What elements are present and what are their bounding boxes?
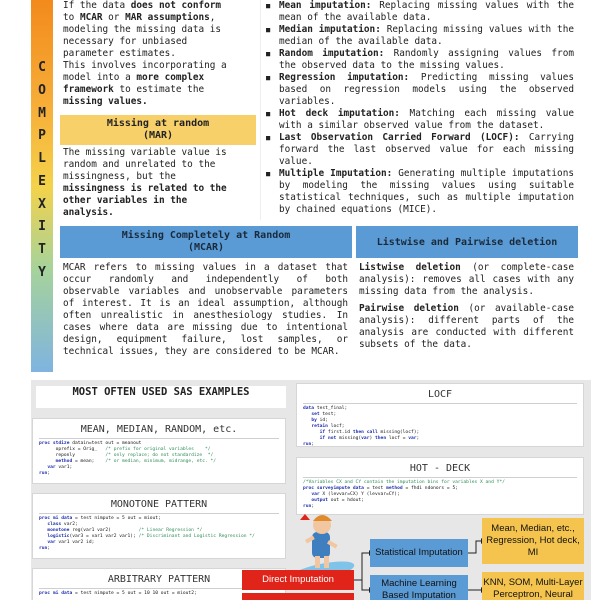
text-run: parameter estimates. [63, 48, 176, 59]
method-description: Carrying forward the last observed value for each missing value. [279, 132, 574, 167]
complexity-letter: C [38, 60, 46, 75]
text-run: This involves incorporating a [63, 60, 227, 71]
listwise-title: Listwise and Pairwise deletion [376, 236, 558, 248]
code-line: reponly /* only replace; do not standardize */ [39, 453, 214, 458]
method-description: Predicting missing values based on regression models using the observed variables. [279, 72, 574, 107]
complexity-letter: P [38, 128, 46, 144]
mean-median-title: MEAN, MEDIAN, RANDOM, etc. [39, 419, 279, 439]
code-line: if not missing(var) then locf = var; [319, 436, 420, 441]
code-line: /*Variables CX and CY contain the imputation bins for variables X and Y*/ [303, 480, 505, 485]
complexity-letter: X [38, 196, 46, 212]
complexity-letter: E [38, 173, 46, 189]
text-run: missingness, but the [63, 171, 176, 182]
complexity-letter: Y [38, 264, 46, 280]
code-line: var var1 var2 id; [47, 540, 95, 545]
text-run: to [63, 12, 80, 23]
code-line: run; [39, 471, 51, 476]
listwise-term: Listwise deletion [359, 262, 461, 273]
text-run: to estimate the [113, 84, 205, 95]
complexity-letter: O [38, 82, 46, 98]
code-line: run; [303, 504, 315, 509]
text-run: model into a [63, 72, 137, 83]
bold-term: MAR assumptions [125, 12, 210, 23]
complexity-letter: L [38, 151, 46, 167]
text-run: , [209, 12, 216, 23]
method-name: Regression imputation: [279, 72, 410, 83]
arbitrary-title: ARBITRARY PATTERN [39, 569, 279, 589]
code-line: var var1; [47, 465, 73, 470]
mcar-abbrev: (MCAR) [187, 242, 225, 253]
bold-term: MCAR [79, 12, 103, 23]
method-description: Replacing missing values with the median of the available data. [279, 24, 574, 47]
code-line: class var2; [47, 522, 78, 527]
hot-deck-title: HOT - DECK [303, 458, 577, 478]
code-line: var X (levvar=CX) Y (levvar=CY); [311, 492, 400, 497]
monotone-title: MONOTONE PATTERN [39, 494, 279, 514]
code-line: output out = hdout; [311, 498, 364, 503]
text-run: The missing variable value is [63, 147, 227, 158]
code-line: logistic(var3 = var1 var2 var1); /* Discriminant and Logistic Regression */ [47, 534, 255, 539]
method-description: Randomly assigning values from the observed data to the missing values. [279, 48, 574, 71]
direct-imputation-box-lower [242, 593, 354, 600]
code-line: proc mi data = test nimpute = 5 out = 10 10 out = miout2; [39, 591, 197, 596]
code-line: retain locf; [311, 424, 345, 429]
code-line: if first.id then call missing(locf); [319, 430, 420, 435]
bold-term: other variables in the [63, 195, 188, 206]
bold-term: analysis. [63, 207, 114, 218]
statistical-imputation-box: Statistical Imputation [370, 539, 468, 567]
text-run: or [102, 12, 126, 23]
bold-term: missing values. [63, 96, 148, 107]
code-line: data test_final; [303, 406, 348, 411]
code-line: oprefix = Orig_ /* prefix for original variables */ [39, 447, 211, 452]
method-name: Random imputation: [279, 48, 385, 59]
bold-term: framework [63, 84, 114, 95]
code-line: proc surveyimpute data = test method = fhdi ndonors = 5; [303, 486, 458, 491]
text-run: modeling the missing data is [63, 24, 222, 35]
complexity-letter: I [38, 219, 46, 235]
sas-section-title: MOST OFTEN USED SAS EXAMPLES [36, 386, 286, 408]
ml-examples-box: KNN, SOM, Multi-Layer Perceptron, Neural [482, 572, 584, 600]
statistical-examples-box: Mean, Median, etc., Regression, Hot deck, MI [482, 518, 584, 564]
listwise-definition: (or complete-case analysis): removes all cases with any missing data from the analysis. [359, 262, 574, 297]
method-description: Replacing missing values with the mean of the available data. [279, 0, 575, 23]
mar-abbrev: (MAR) [142, 130, 174, 141]
text-run: random and unrelated to the [63, 159, 216, 170]
method-name: Mean imputation: [279, 0, 372, 11]
direct-imputation-box: Direct Imputation [242, 570, 354, 590]
method-name: Multiple Imputation: [279, 168, 393, 179]
pairwise-term: Pairwise deletion [359, 303, 459, 314]
method-description: Generating multiple imputations by modeling the missing values using suitable statistical techniques, such as multiple imputation by chained equations (MICE). [279, 168, 574, 215]
code-line: set test; [311, 412, 337, 417]
text-run: necessary for unbiased [63, 36, 188, 47]
code-line: monotone reg(var1 var2) /* Linear Regression */ [47, 528, 203, 533]
complexity-letter: M [38, 105, 46, 121]
complexity-letter: T [38, 242, 46, 258]
bold-term: missingness is related to the [63, 183, 227, 194]
code-line: method = mean; /* or median, minimum, midrange, etc. */ [55, 459, 217, 464]
ml-imputation-box: Machine Learning Based Imputation [370, 575, 468, 600]
code-line: run; [39, 546, 51, 551]
code-line: proc stdize datain=test out = meanout [39, 441, 142, 446]
pairwise-definition: (or available-case analysis): different parts of the analysis are conducted with different subsets of the data. [359, 303, 574, 350]
method-description: Matching each missing value with a similar observed value from the dataset. [279, 108, 574, 131]
mcar-title: Missing Completely at Random [121, 230, 291, 241]
method-name: Last Observation Carried Forward (LOCF): [279, 132, 520, 143]
code-line: by id; [311, 418, 328, 423]
text-run: If the data [63, 0, 131, 11]
bold-term: does not conform [130, 0, 222, 11]
method-name: Hot deck imputation: [279, 108, 400, 119]
locf-title: LOCF [303, 384, 577, 404]
code-line: proc mi data = test nimpute = 5 out = miout; [39, 516, 161, 521]
method-name: Median imputation: [279, 24, 381, 35]
bold-term: more complex [136, 72, 205, 83]
mcar-description: MCAR refers to missing values in a dataset that occur randomly and independently of both observable variables and unobservable parameters of interest. It is an ideal assumption, although often unrealistic in anesthesiology studies. In cases where data are missing due to intentional design, equipment failure, lost samples, or technical issues, they are considered to be MCAR. [60, 262, 352, 372]
mar-title: Missing at random [106, 118, 210, 129]
code-line: run; [303, 442, 315, 447]
